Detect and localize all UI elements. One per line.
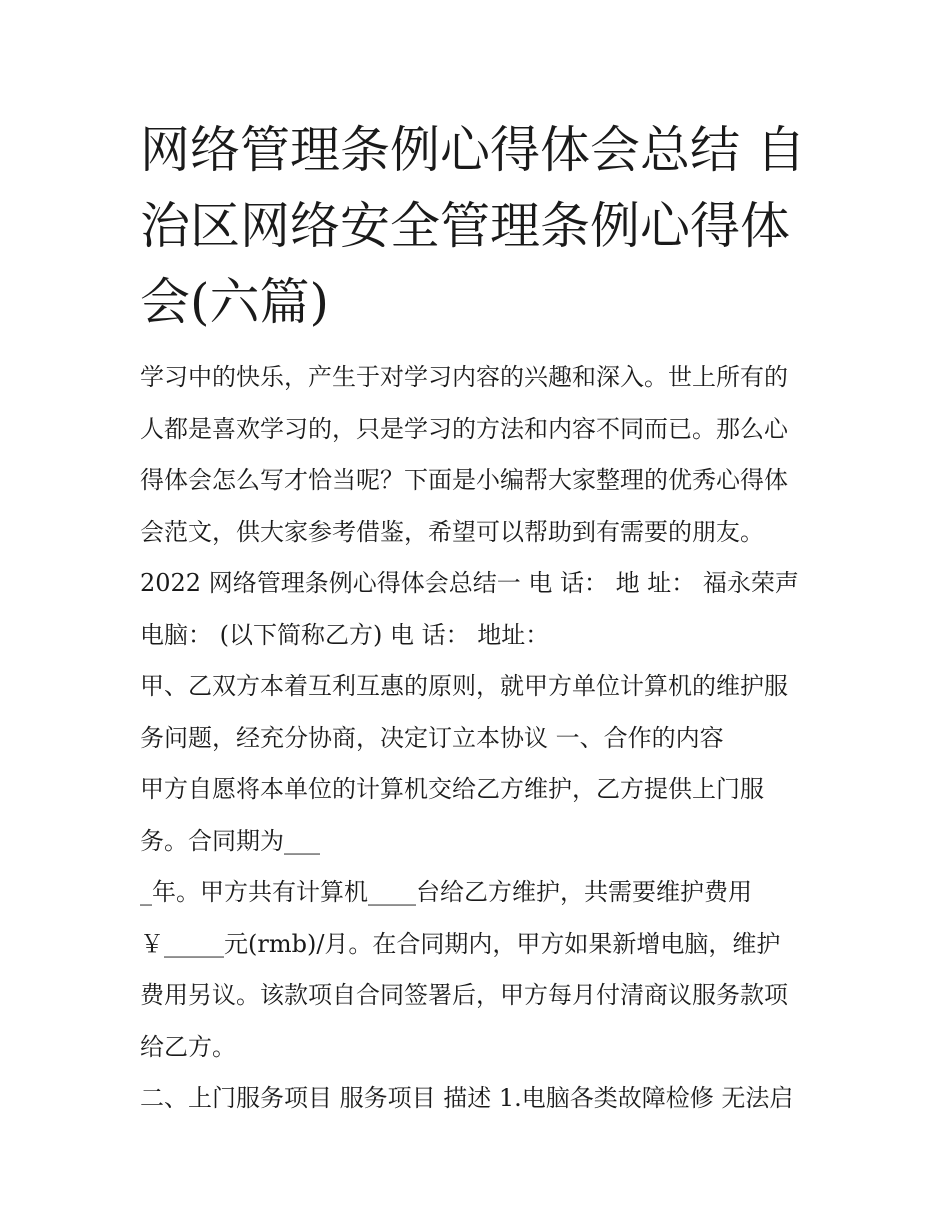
document-body: [140, 352, 820, 1125]
body-line: 务问题，经充分协商，决定订立本协议 一、合作的内容: [140, 723, 724, 752]
title-line: 网络管理条例心得体会总结 自: [140, 121, 806, 179]
body-line: 甲、乙双方本着互利互惠的原则，就甲方单位计算机的维护服: [140, 672, 788, 700]
body-line: 人都是喜欢学习的，只是学习的方法和内容不同而已。那么心: [140, 414, 788, 443]
body-line: 学习中的快乐，产生于对学习内容的兴趣和深入。世上所有的: [140, 363, 788, 391]
body-line: 费用另议。该款项自合同签署后，甲方每月付清商议服务款项: [140, 981, 788, 1009]
body-line: 得体会怎么写才恰当呢？下面是小编帮大家整理的优秀心得体: [140, 466, 788, 494]
body-line: _年。甲方共有计算机____台给乙方维护，共需要维护费用: [140, 878, 752, 906]
body-line: 务。合同期为___: [140, 826, 320, 855]
title-line: 治区网络安全管理条例心得体: [140, 197, 790, 255]
body-line: 电脑： (以下简称乙方) 电 话： 地址：: [140, 620, 550, 649]
body-line: 二、上门服务项目 服务项目 描述 1.电脑各类故障检修 无法启: [140, 1084, 794, 1112]
title-line: 会(六篇): [140, 273, 330, 331]
body-line: 2022 网络管理条例心得体会总结一 电 话： 地 址： 福永荣声: [140, 569, 799, 597]
body-line: 甲方自愿将本单位的计算机交给乙方维护，乙方提供上门服: [140, 775, 764, 803]
body-line: 给乙方。: [140, 1032, 236, 1061]
body-line: 会范文，供大家参考借鉴，希望可以帮助到有需要的朋友。: [140, 517, 764, 546]
body-line: ￥_____元(rmb)/月。在合同期内，甲方如果新增电脑，维护: [140, 929, 781, 958]
document-title: [140, 112, 820, 340]
